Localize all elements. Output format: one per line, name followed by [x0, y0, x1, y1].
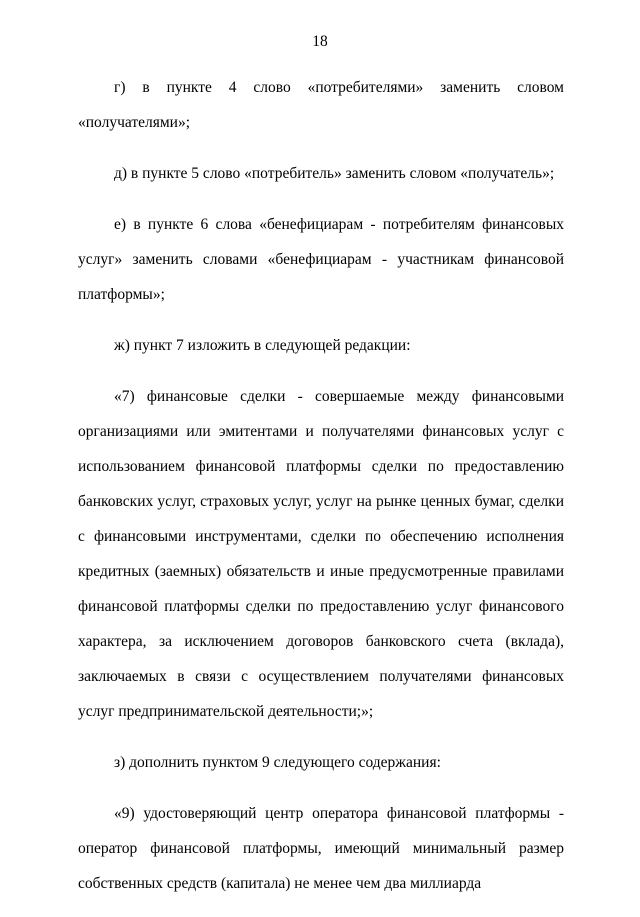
paragraph-z: з) дополнить пунктом 9 следующего содержания:: [114, 754, 441, 771]
paragraph-item-7: «7) финансовые сделки - совершаемые между финансовыми организациями или эмитентами и получателями финансовых услуг с использованием финансовой платформы сделки по предоставлению банковских услуг, страховых услуг, услуг на рынке ценных бумаг, сделки с финансовыми инструментами, сделки по обеспечению исполнения кредитных (заемных) обязательств и иные предусмотренные правилами финансовой платформы сделки по предоставлению услуг финансового характера, за исключением договоров банковского счета (вклада), заключаемых в связи с осуществлением получателями финансовых услуг предпринимательской деятельности;»;: [78, 388, 564, 720]
paragraph-zh: ж) пункт 7 изложить в следующей редакции:: [114, 337, 411, 354]
paragraph-item-9: «9) удостоверяющий центр оператора финансовой платформы - оператор финансовой платформы, имеющий минимальный размер собственных средств (капитала) не менее чем два миллиарда: [78, 805, 564, 892]
paragraph-g: г) в пункте 4 слово «потребителями» заменить словом «получателями»;: [78, 79, 564, 131]
paragraph-d: д) в пункте 5 слово «потребитель» заменить словом «получатель»;: [114, 165, 555, 182]
paragraph-e: е) в пункте 6 слова «бенефициарам - потребителям финансовых услуг» заменить словами «бенефициарам - участникам финансовой платформы»;: [78, 216, 564, 303]
page-number: 18: [312, 33, 328, 50]
document-body: [78, 70, 564, 917]
